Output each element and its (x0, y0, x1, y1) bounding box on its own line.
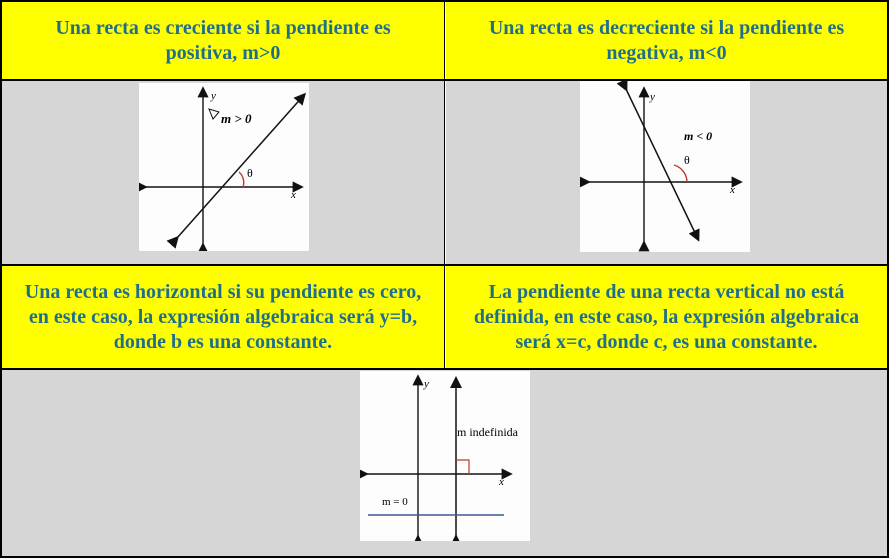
special-lines-figure (360, 371, 530, 541)
y-axis-label: y (650, 91, 655, 103)
cell-special-figure (2, 370, 887, 556)
cell-decreasing (446, 2, 887, 79)
pointer-icon (209, 109, 219, 119)
decreasing-text: Una recta es decreciente si la pendiente es negativa, m<0 (488, 16, 845, 64)
cell-vertical (446, 266, 887, 368)
positive-slope-graph (139, 83, 309, 251)
angle-arc (674, 165, 687, 182)
y-axis-label: y (211, 90, 216, 102)
border-left (0, 0, 2, 558)
vertical-slope-label: m indefinida (457, 425, 518, 439)
angle-label: θ (684, 153, 690, 167)
horizontal-text: Una recta es horizontal si su pendiente es cero, en este caso, la expresión algebraica será y=b, donde b es una constante. (24, 280, 422, 353)
horizontal-slope-label: m = 0 (382, 496, 408, 508)
negative-slope-figure (580, 81, 750, 252)
negative-slope-graph (580, 81, 750, 252)
angle-arc (239, 172, 244, 187)
increasing-text: Una recta es creciente si la pendiente es positiva, m>0 (55, 16, 391, 64)
cell-negative-figure (446, 81, 887, 264)
x-axis-label: x (291, 189, 296, 201)
x-axis-label: x (499, 476, 504, 488)
cell-increasing (2, 2, 444, 79)
slope-label: m < 0 (684, 129, 713, 143)
y-axis-label: y (424, 378, 429, 390)
special-lines-graph (360, 371, 530, 541)
x-axis-label: x (730, 184, 735, 196)
border-middle (444, 0, 445, 370)
cell-horizontal (2, 266, 444, 368)
cell-positive-figure (2, 81, 444, 264)
angle-label: θ (247, 166, 253, 180)
right-angle-mark (456, 460, 469, 474)
positive-slope-figure (139, 83, 309, 251)
slope-label: m > 0 (221, 111, 252, 126)
vertical-text: La pendiente de una recta vertical no está definida, en este caso, la expresión algebraica será x=c, donde c, es una constante. (473, 280, 860, 353)
